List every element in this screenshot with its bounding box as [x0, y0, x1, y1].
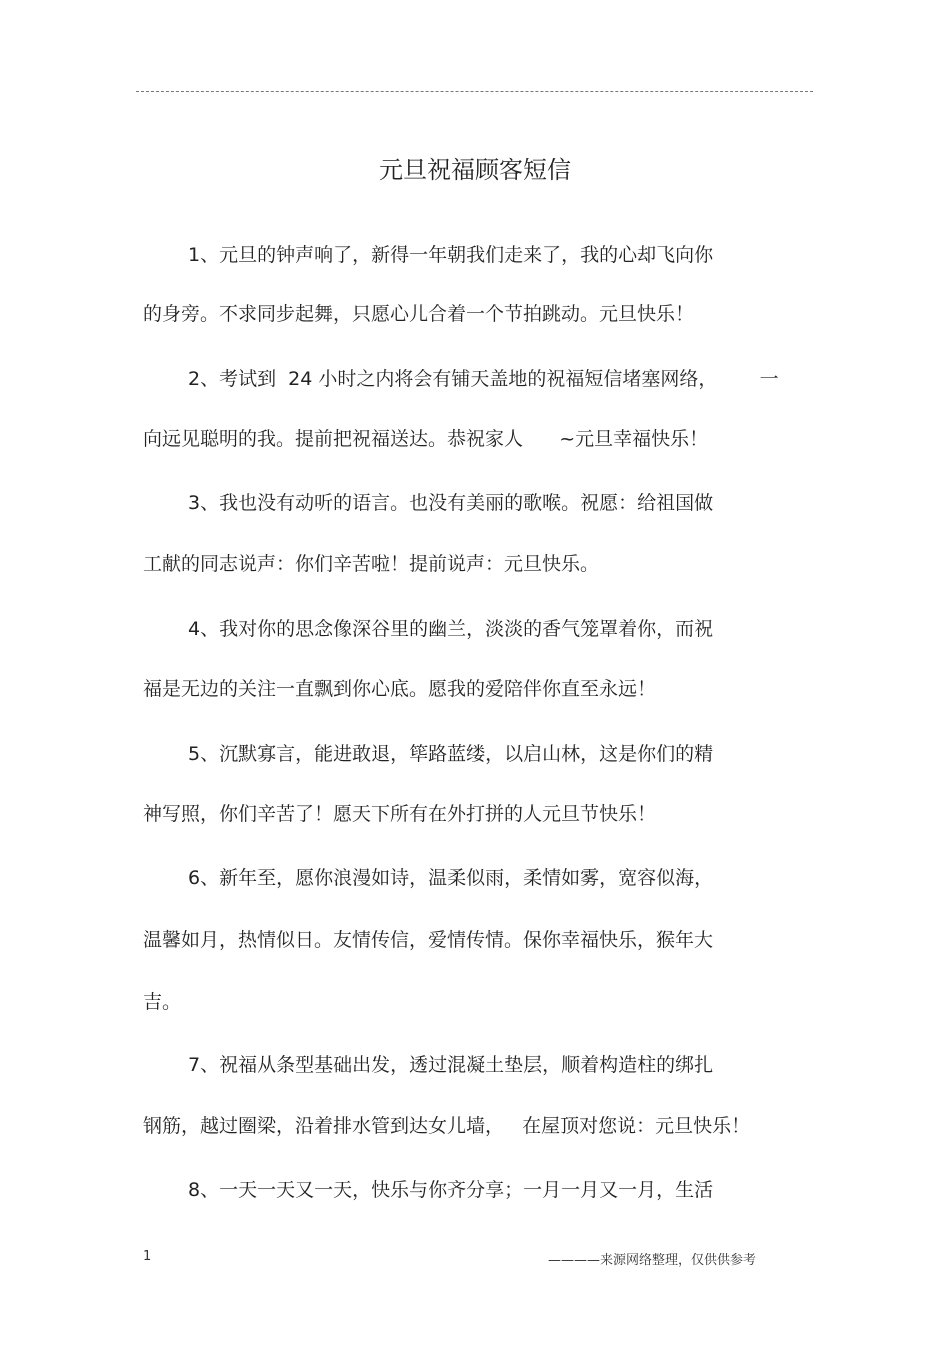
document-title: 元旦祝福顾客短信	[379, 156, 571, 184]
p1-line2: 的身旁。不求同步起舞，只愿心儿合着一个节拍跳动。元旦快乐！	[143, 303, 695, 325]
p2-line2: 向远见聪明的我。提前把祝福送达。恭祝家人 ~元旦幸福快乐！	[143, 428, 709, 450]
p2-line1: 2、考试到 24 小时之内将会有铺天盖地的祝福短信堵塞网络， 一	[188, 368, 779, 390]
p5-line2: 神写照，你们辛苦了！愿天下所有在外打拼的人元旦节快乐！	[143, 803, 657, 825]
p6-line2: 温馨如月，热情似日。友情传信，爱情传情。保你幸福快乐，猴年大	[143, 929, 714, 951]
p4-line2: 福是无边的关注一直飘到你心底。愿我的爱陪伴你直至永远！	[143, 678, 657, 700]
p8-line1: 8、一天一天又一天，快乐与你齐分享；一月一月又一月，生活	[188, 1179, 714, 1201]
p6-line3: 吉。	[143, 991, 182, 1013]
p7-line2: 钢筋，越过圈梁，沿着排水管到达女儿墙， 在屋顶对您说：元旦快乐！	[143, 1115, 751, 1137]
p1-line1: 1、元旦的钟声响了，新得一年朝我们走来了，我的心却飞向你	[188, 244, 714, 266]
footer-source-note: ————来源网络整理，仅供供参考	[548, 1253, 757, 1268]
p5-line1: 5、沉默寡言，能进敢退，筚路蓝缕，以启山林，这是你们的精	[188, 743, 714, 765]
p6-line1: 6、新年至，愿你浪漫如诗，温柔似雨，柔情如雾，宽容似海，	[188, 867, 714, 889]
p4-line1: 4、我对你的思念像深谷里的幽兰，淡淡的香气笼罩着你，而祝	[188, 618, 714, 640]
p3-line2: 工献的同志说声：你们辛苦啦！提前说声：元旦快乐。	[143, 553, 600, 575]
p7-line1: 7、祝福从条型基础出发，透过混凝土垫层，顺着构造柱的绑扎	[188, 1054, 714, 1076]
page-number: 1	[143, 1249, 152, 1264]
header-divider	[136, 91, 813, 92]
p3-line1: 3、我也没有动听的语言。也没有美丽的歌喉。祝愿：给祖国做	[188, 492, 714, 514]
